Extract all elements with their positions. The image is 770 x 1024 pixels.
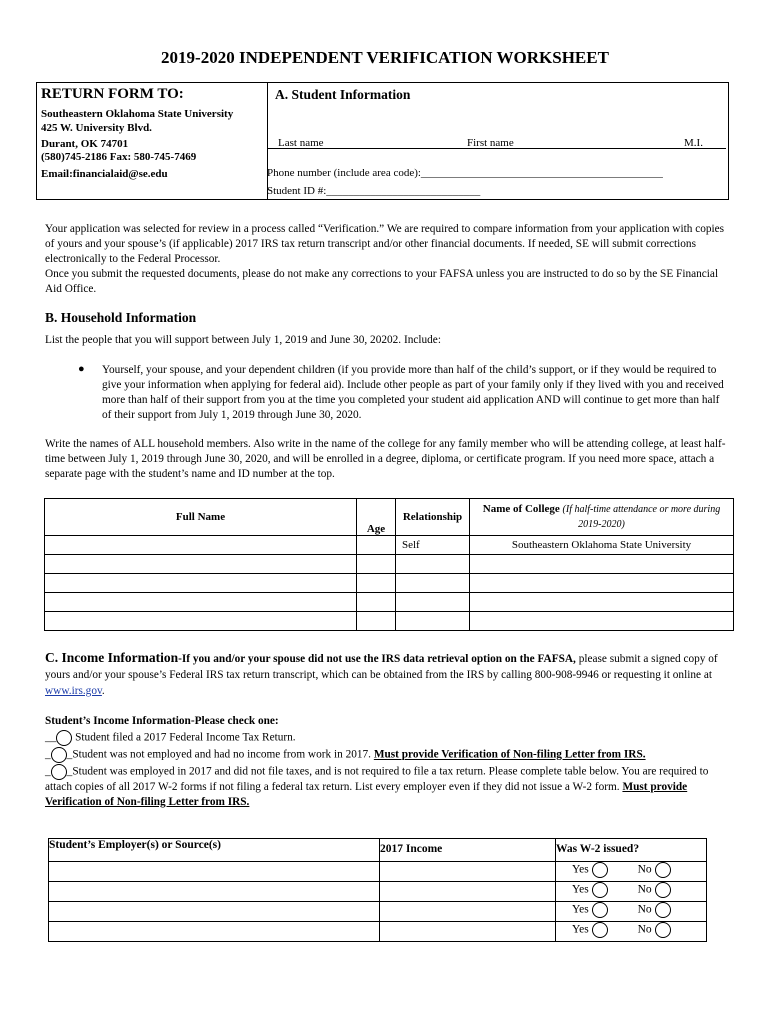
income-heading: C. Income Information — [45, 650, 179, 665]
intro-paragraph: Your application was selected for review in a process called “Verification.” We are required to compare information from your application with copies of yours and your spouse’s (if applicable) 2017 IRS tax return transcript and/or other financial documents. If needed, SE will submit corrections electronically to the Federal Processor. — [45, 223, 725, 265]
no-label: No — [637, 883, 652, 896]
college-cell[interactable] — [470, 593, 734, 612]
relationship-cell[interactable] — [396, 612, 470, 631]
col-college-title: Name of College — [482, 503, 560, 515]
age-cell[interactable] — [357, 593, 396, 612]
name-cell[interactable] — [45, 536, 357, 555]
option-employed-bold: Must provide Verification of Non-filing Letter from IRS. — [45, 781, 688, 808]
yes-label: Yes — [572, 903, 589, 916]
college-cell: Southeastern Oklahoma State University — [470, 536, 734, 555]
radio-employed[interactable] — [51, 764, 67, 780]
option-employed-text: Student was employed in 2017 and did not file taxes, and is not required to file a tax return. Please complete table below. You are required to attach copies of all 2017 W-2 forms if not filing a federal tax return. List every employer even if they did not issue a W-2 form. — [45, 765, 709, 793]
employer-cell[interactable] — [49, 862, 380, 882]
name-cell[interactable] — [45, 555, 357, 574]
employer-cell[interactable] — [49, 922, 380, 942]
mi-label: M.I. — [684, 137, 703, 149]
name-cell[interactable] — [45, 612, 357, 631]
income-cell[interactable] — [380, 862, 556, 882]
no-label: No — [637, 863, 652, 876]
radio-filed[interactable] — [56, 730, 72, 746]
college-cell[interactable] — [470, 612, 734, 631]
income-intro: C. Income Information-If you and/or your spouse did not use the IRS data retrieval option on the FAFSA, please submit a signed copy of yours and/or your spouse’s Federal IRS tax return transcript, which can be obtained from the IRS by calling 800-908-9946 or requesting it online at www.irs.gov. — [45, 650, 718, 697]
first-name-label: First name — [467, 137, 514, 149]
name-cell[interactable] — [45, 593, 357, 612]
relationship-cell[interactable] — [396, 574, 470, 593]
no-radio[interactable] — [655, 922, 671, 938]
yes-radio[interactable] — [592, 862, 608, 878]
student-income-heading: Student’s Income Information-Please check one: — [45, 715, 279, 727]
income-cell[interactable] — [380, 922, 556, 942]
household-instructions: Write the names of ALL household members. Also write in the name of the college for any family member who will be attending college, at least half-time between July 1, 2019 through June 30, 2020, and will be enrolled in a degree, diploma, or certificate program. If you need more space, attach a separate page with the student’s name and ID number at the top. — [45, 438, 726, 480]
no-radio[interactable] — [655, 902, 671, 918]
household-table — [44, 498, 734, 631]
yes-radio[interactable] — [592, 902, 608, 918]
w2-cell — [556, 922, 707, 942]
income-cell[interactable] — [380, 902, 556, 922]
age-cell[interactable] — [357, 574, 396, 593]
no-radio[interactable] — [655, 882, 671, 898]
student-info-heading: A. Student Information — [275, 87, 411, 102]
college-cell[interactable] — [470, 574, 734, 593]
relationship-cell: Self — [396, 536, 470, 555]
household-intro: List the people that you will support between July 1, 2019 and June 30, 20202. Include: — [45, 334, 441, 346]
relationship-cell[interactable] — [396, 555, 470, 574]
option-not-employed-bold: Must provide Verification of Non-filing Letter from IRS. — [373, 748, 646, 761]
no-radio[interactable] — [655, 862, 671, 878]
w2-cell — [556, 902, 707, 922]
irs-link[interactable]: www.irs.gov — [45, 685, 102, 697]
yes-label: Yes — [572, 923, 589, 936]
household-bullet: Yourself, your spouse, and your dependent children (if you provide more than half of the child’s support, or if they would be required to give your information when applying for federal aid). Include other people as part of your family only if they lived with you and received more than half of their support from you at the time you completed your student aid application AND will continue to get more than half of their support from July 1, 2019 through June 30, 2020. — [102, 364, 724, 421]
income-text: please submit a signed copy of yours and/or your spouse’s Federal IRS tax return transcript, which can be obtained from the IRS by calling 800-908-9946 or requesting it online at — [45, 653, 718, 681]
employer-table — [48, 838, 707, 942]
intro-paragraph-2: Once you submit the requested documents, please do not make any corrections to your FAFSA unless you are instructed to do so by the SE Financial Aid Office. — [45, 268, 719, 295]
col-college — [470, 499, 734, 536]
relationship-cell[interactable] — [396, 593, 470, 612]
age-cell[interactable] — [357, 536, 396, 555]
college-cell[interactable] — [470, 555, 734, 574]
name-cell[interactable] — [45, 574, 357, 593]
col-age: Age — [357, 499, 396, 536]
return-to-line: Email:financialaid@se.edu — [41, 168, 168, 180]
return-to-line: (580)745-2186 Fax: 580-745-7469 — [41, 151, 197, 163]
bullet-icon: ● — [78, 363, 85, 375]
radio-not-employed[interactable] — [51, 747, 67, 763]
income-cell[interactable] — [380, 882, 556, 902]
option-not-employed-text: Student was not employed and had no income from work in 2017. — [72, 748, 374, 761]
option-not-employed: _ _Student was not employed and had no income from work in 2017. Must provide Verification of Non-filing Letter from IRS. — [45, 747, 735, 763]
return-to-line: 425 W. University Blvd. — [41, 122, 152, 134]
col-income: 2017 Income — [380, 839, 556, 862]
student-id-field[interactable]: Student ID #:____________________________ — [267, 185, 481, 197]
w2-cell — [556, 882, 707, 902]
yes-radio[interactable] — [592, 922, 608, 938]
col-college-note: (If half-time attendance or more during 2019-2020) — [562, 504, 721, 530]
col-full-name: Full Name — [45, 499, 357, 536]
last-name-label: Last name — [278, 137, 324, 149]
return-to-line: Southeastern Oklahoma State University — [41, 108, 234, 120]
no-label: No — [637, 923, 652, 936]
household-heading: B. Household Information — [45, 310, 197, 325]
yes-label: Yes — [572, 883, 589, 896]
option-employed: _ _Student was employed in 2017 and did not file taxes, and is not required to file a tax return. Please complete table below. You are required to attach copies of all 2017 W-2 forms if not filing a federal tax return. List every employer even if they did not issue a W-2 form. Must provide Verification of Non-filing Letter from IRS. — [45, 765, 709, 808]
w2-cell — [556, 862, 707, 882]
employer-cell[interactable] — [49, 902, 380, 922]
option-filed-text: Student filed a 2017 Federal Income Tax Return. — [72, 731, 296, 744]
no-label: No — [637, 903, 652, 916]
age-cell[interactable] — [357, 555, 396, 574]
yes-label: Yes — [572, 863, 589, 876]
option-filed: __ Student filed a 2017 Federal Income Tax Return. — [45, 730, 735, 746]
return-to-heading: RETURN FORM TO: — [41, 86, 184, 102]
page-title: 2019-2020 INDEPENDENT VERIFICATION WORKSHEET — [161, 48, 609, 67]
col-w2: Was W-2 issued? — [556, 839, 707, 862]
phone-field[interactable]: Phone number (include area code):____________________________________________ — [267, 167, 663, 179]
col-relationship: Relationship — [396, 499, 470, 536]
employer-cell[interactable] — [49, 882, 380, 902]
age-cell[interactable] — [357, 612, 396, 631]
income-heading-bold: -If you and/or your spouse did not use the IRS data retrieval option on the FAFSA, — [178, 653, 576, 665]
yes-radio[interactable] — [592, 882, 608, 898]
return-to-line: Durant, OK 74701 — [41, 138, 129, 150]
name-input-area[interactable] — [268, 100, 726, 136]
col-employer: Student’s Employer(s) or Source(s) — [49, 839, 380, 862]
